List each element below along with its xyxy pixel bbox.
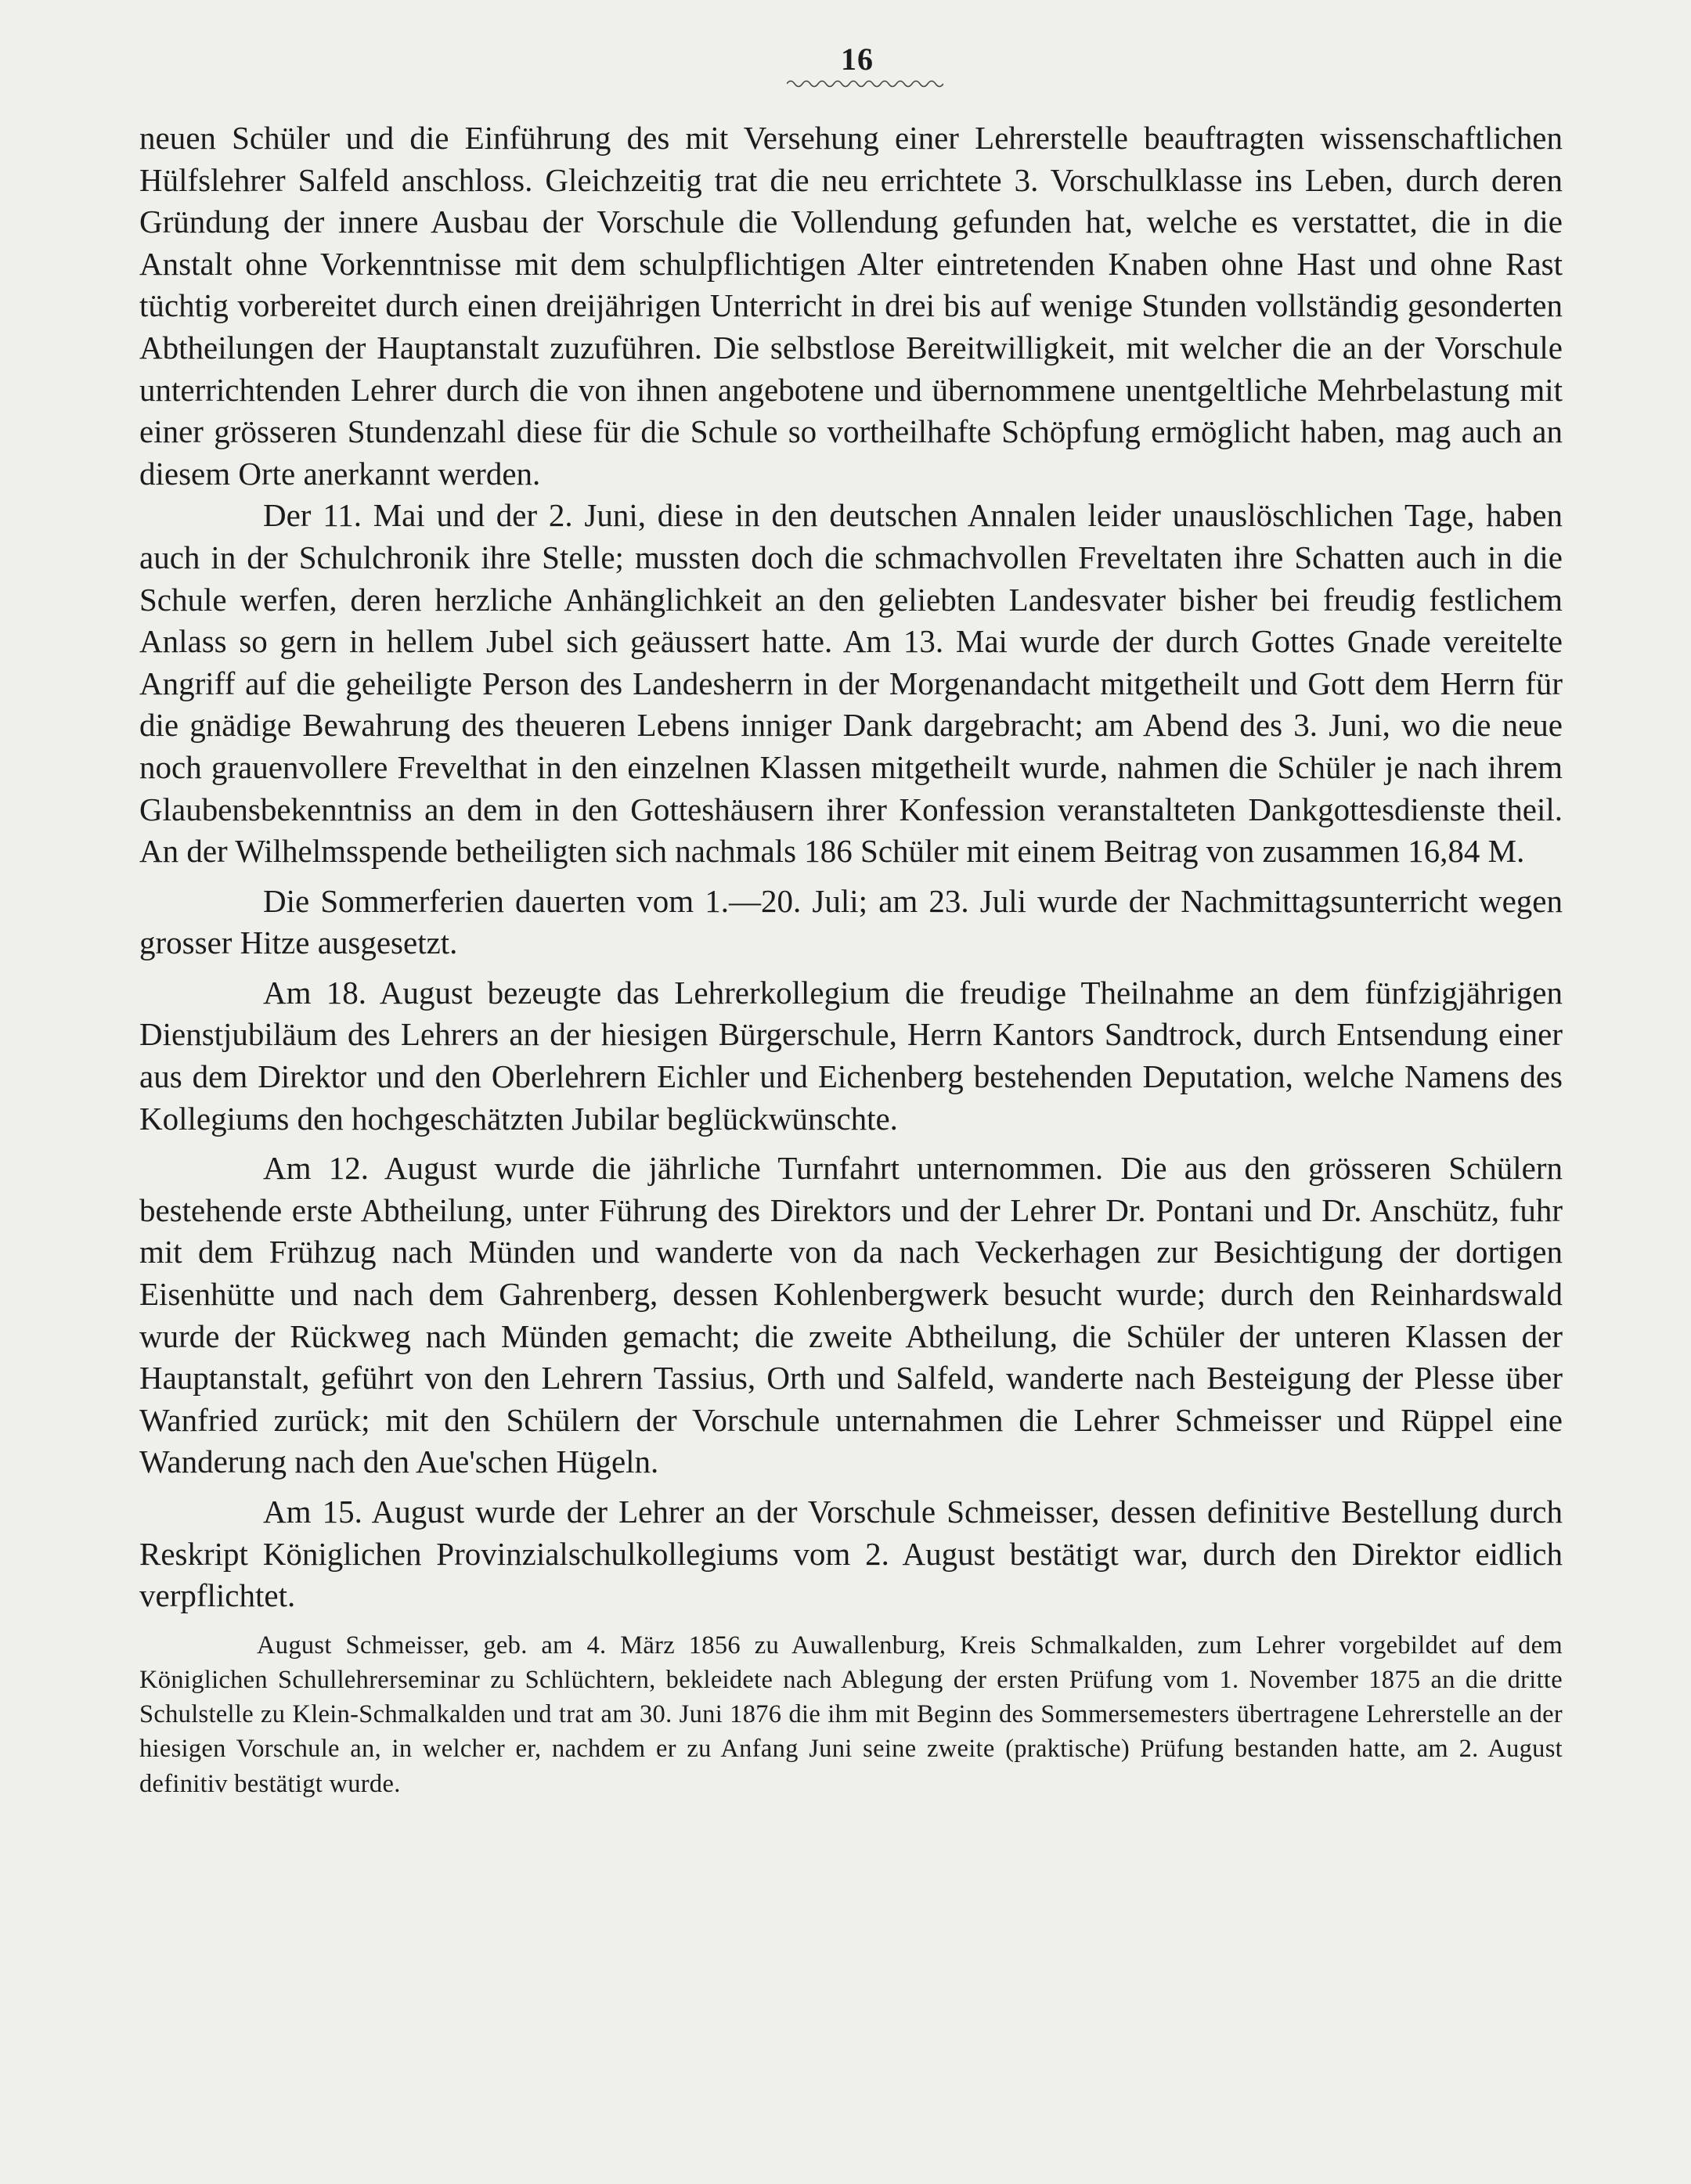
paragraph-sommerferien: Die Sommerferien dauerten vom 1.—20. Juli; am 23. Juli wurde der Nachmittagsunterricht wegen grosser Hitze ausgesetzt. — [139, 882, 1563, 961]
paragraph-vorschule: neuen Schüler und die Einführung des mit Versehung einer Lehrerstelle beauftragten wissenschaftlichen Hülfslehrer Salfeld anschloss. Gleichzeitig trat die neu errichtete 3. Vorschulklasse ins Leben, durch deren Gründung der innere Ausbau der Vorschule die Vollendung gefunden hat, welche es verstattet, die in die Anstalt ohne Vorkenntnisse mit dem schulpflichtigen Alter eintretenden Knaben ohne Hast und ohne Rast tüchtig vorbereitet durch einen dreijährigen Unterricht in drei bis auf wenige Stunden vollständig gesonderten Abtheilungen der Hauptanstalt zuzuführen. Die selbstlose Bereitwilligkeit, mit welcher die an der Vorschule unterrichtenden Lehrer durch die von ihnen angebotene und übernommene unentgeltliche Mehrbelastung mit einer grösseren Stundenzahl diese für die Schule so vortheilhafte Schöpfung ermöglicht haben, mag auch an diesem Orte anerkannt werden. — [139, 120, 1563, 492]
footnote-schmeisser: August Schmeisser, geb. am 4. März 1856 zu Auwallenburg, Kreis Schmalkalden, zum Lehrer vorgebildet auf dem Königlichen Schullehrerseminar zu Schlüchtern, bekleidete nach Ablegung der ersten Prüfung vom 1. November 1875 an die dritte Schulstelle zu Klein-Schmalkalden und trat am 30. Juni 1876 die ihm mit Beginn des Sommersemesters übertragene Lehrerstelle an der hiesigen Vorschule an, in welcher er, nachdem er zu Anfang Juni seine zweite (praktische) Prüfung bestanden hatte, am 2. August definitiv bestätigt wurde. — [139, 1631, 1563, 1798]
page-number-ornament — [787, 78, 943, 89]
paragraph-turnfahrt: Am 12. August wurde die jährliche Turnfahrt unternommen. Die aus den grösseren Schülern bestehende erste Abtheilung, unter Führung des Direktors und der Lehrer Dr. Pontani und Dr. Anschütz, fuhr mit dem Frühzug nach Münden und wanderte von da nach Veckerhagen zur Besichtigung der dortigen Eisenhütte und nach dem Gahrenberg, dessen Kohlenbergwerk besucht wurde; durch den Reinhardswald wurde der Rückweg nach Münden gemacht; die zweite Abtheilung, die Schüler der unteren Klassen der Hauptanstalt, geführt von den Lehrern Tassius, Orth und Salfeld, wanderte nach Besteigung der Plesse über Wanfried zurück; mit den Schülern der Vorschule unternahmen die Lehrer Schmeisser und Rüppel eine Wanderung nach den Aue'schen Hügeln. — [139, 1150, 1563, 1480]
paragraph-dienstjubilaeum: Am 18. August bezeugte das Lehrerkollegium die freudige Theilnahme an dem fünfzigjährigen Dienstjubiläum des Lehrers an der hiesigen Bürgerschule, Herrn Kantors Sandtrock, durch Entsendung einer aus dem Direktor und den Oberlehrern Eichler und Eichenberg bestehenden Deputation, welche Namens des Kollegiums den hochgeschätzten Jubilar beglückwünschte. — [139, 974, 1563, 1137]
page-number: 16 — [841, 41, 874, 77]
paragraph-schmeisser: Am 15. August wurde der Lehrer an der Vorschule Schmeisser, dessen definitive Bestellung durch Reskript Königlichen Provinzialschulkollegiums vom 2. August bestätigt war, durch den Direktor eidlich verpflichtet. — [139, 1494, 1563, 1614]
paragraph-mai-juni: Der 11. Mai und der 2. Juni, diese in den deutschen Annalen leider unauslöschlichen Tage, haben auch in der Schulchronik ihre Stelle; mussten doch die schmachvollen Freveltaten ihre Schatten auch in die Schule werfen, deren herzliche Anhänglichkeit an den geliebten Landesvater bisher bei freudig festlichem Anlass so gern in hellem Jubel sich geäussert hatte. Am 13. Mai wurde der durch Gottes Gnade vereitelte Angriff auf die geheiligte Person des Landesherrn in der Morgenandacht mitgetheilt und Gott dem Herrn für die gnädige Bewahrung des theueren Lebens inniger Dank dargebracht; am Abend des 3. Juni, wo die neue noch grauenvollere Frevelthat in den einzelnen Klassen mitgetheilt wurde, nahmen die Schüler je nach ihrem Glaubensbekenntniss an dem in den Gotteshäusern ihrer Konfession veranstalteten Dankgottesdienste theil. An der Wilhelmsspende betheiligten sich nachmals 186 Schüler mit einem Beitrag von zusammen 16,84 M. — [139, 497, 1563, 870]
body-text — [139, 117, 1563, 1801]
